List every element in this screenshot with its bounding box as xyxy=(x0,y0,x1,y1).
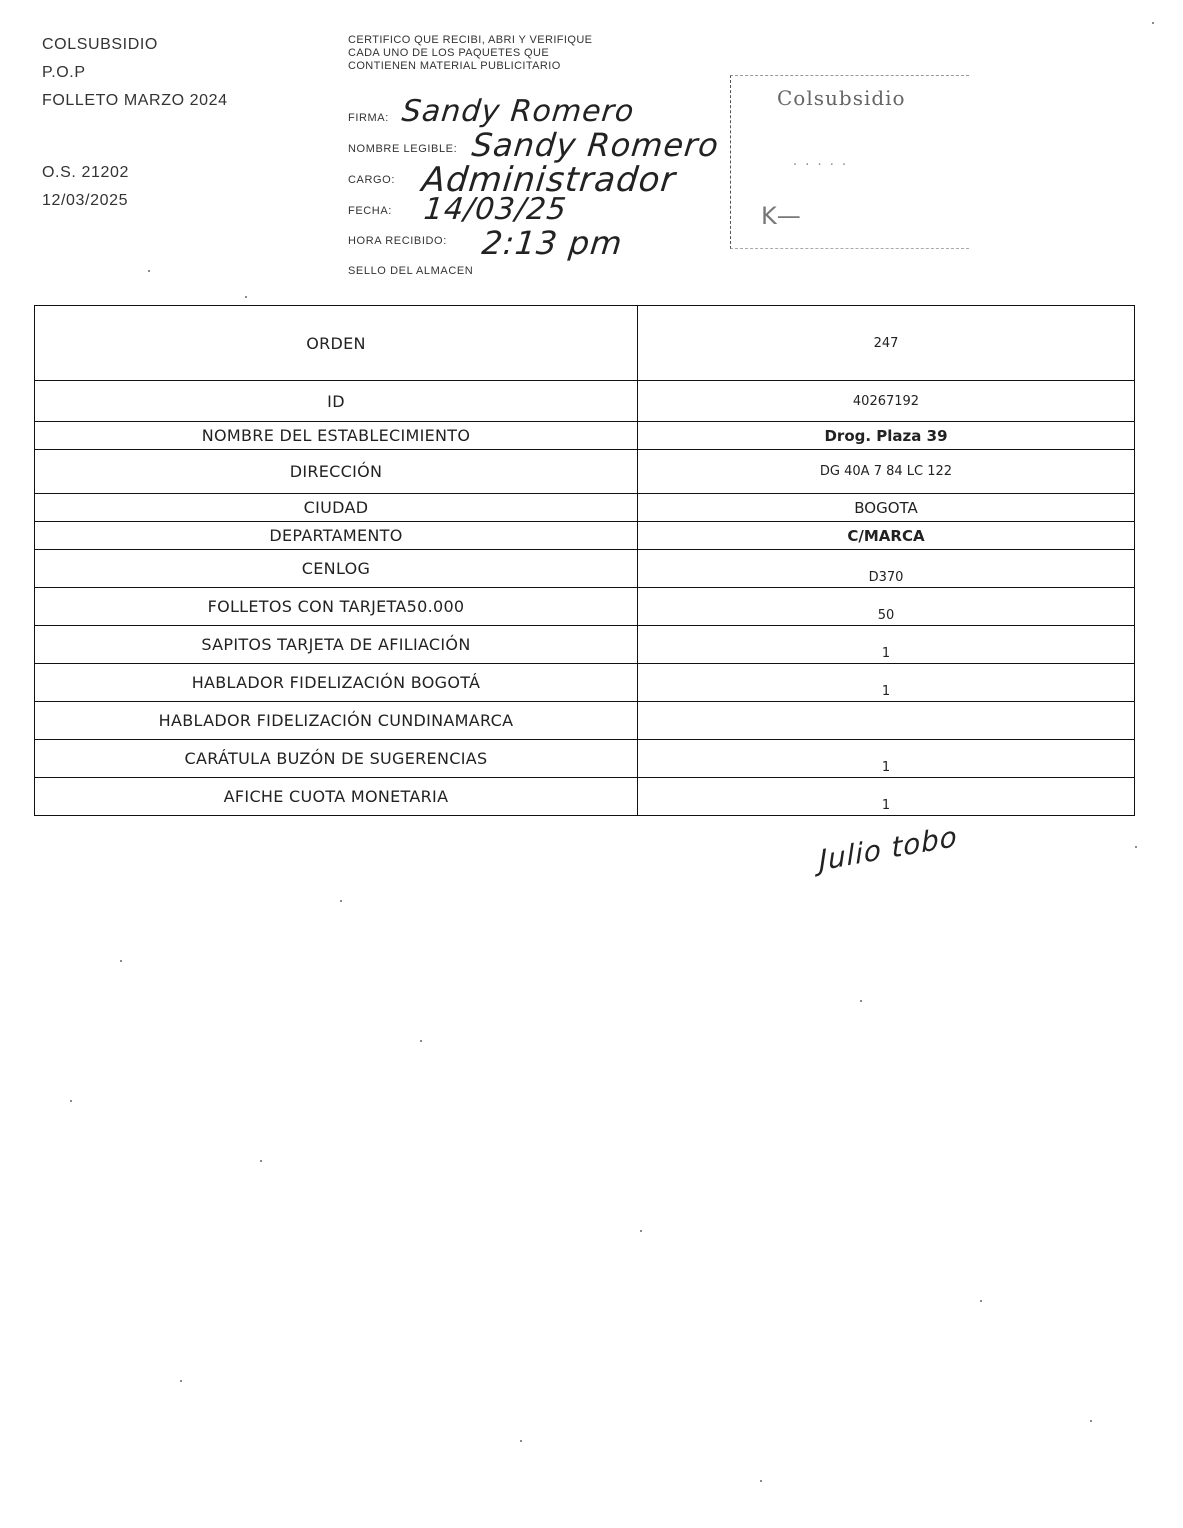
row-value: 1 xyxy=(638,664,1135,702)
scan-speck xyxy=(1152,22,1154,24)
hora-label: HORA RECIBIDO: xyxy=(348,235,447,247)
service-order: O.S. 21202 xyxy=(42,164,129,181)
firma-label: FIRMA: xyxy=(348,112,389,124)
scan-speck xyxy=(120,960,122,962)
table-row xyxy=(35,588,1135,626)
row-value: 40267192 xyxy=(638,381,1135,422)
table-row xyxy=(35,494,1135,522)
row-label: AFICHE CUOTA MONETARIA xyxy=(35,778,638,816)
table-row xyxy=(35,422,1135,450)
row-value: 1 xyxy=(638,626,1135,664)
nombre-label: NOMBRE LEGIBLE: xyxy=(348,143,458,155)
sello-label: SELLO DEL ALMACEN xyxy=(348,265,474,277)
row-value: 1 xyxy=(638,740,1135,778)
row-label: HABLADOR FIDELIZACIÓN BOGOTÁ xyxy=(35,664,638,702)
department: P.O.P xyxy=(42,64,86,81)
scan-speck xyxy=(760,1480,762,1482)
row-label: FOLLETOS CON TARJETA50.000 xyxy=(35,588,638,626)
row-label: ID xyxy=(35,381,638,422)
scan-speck xyxy=(245,296,247,298)
table-row xyxy=(35,522,1135,550)
nombre-handwritten: Sandy Romero xyxy=(470,126,722,164)
table-row xyxy=(35,778,1135,816)
row-label: DIRECCIÓN xyxy=(35,450,638,494)
stamp-title: Colsubsidio xyxy=(777,86,906,110)
table-row xyxy=(35,550,1135,588)
order-table xyxy=(34,305,1135,816)
table-row xyxy=(35,702,1135,740)
row-value: C/MARCA xyxy=(638,522,1135,550)
row-value: 50 xyxy=(638,588,1135,626)
document-date: 12/03/2025 xyxy=(42,192,129,209)
cargo-label: CARGO: xyxy=(348,174,395,186)
row-label: HABLADOR FIDELIZACIÓN CUNDINAMARCA xyxy=(35,702,638,740)
scan-speck xyxy=(420,1040,422,1042)
bottom-signature: Julio tobo xyxy=(818,819,959,878)
scan-speck xyxy=(520,1440,522,1442)
row-value: BOGOTA xyxy=(638,494,1135,522)
scan-speck xyxy=(980,1300,982,1302)
company-name: COLSUBSIDIO xyxy=(42,36,158,53)
scan-speck xyxy=(260,1160,262,1162)
scan-speck xyxy=(70,1100,72,1102)
row-label: ORDEN xyxy=(35,306,638,381)
row-value: Drog. Plaza 39 xyxy=(638,422,1135,450)
firma-handwritten: Sandy Romero xyxy=(400,94,637,129)
table-row xyxy=(35,306,1135,381)
hora-handwritten: 2:13 pm xyxy=(480,224,625,262)
scan-speck xyxy=(640,1230,642,1232)
row-label: DEPARTAMENTO xyxy=(35,522,638,550)
row-label: CIUDAD xyxy=(35,494,638,522)
table-row xyxy=(35,626,1135,664)
row-label: SAPITOS TARJETA DE AFILIACIÓN xyxy=(35,626,638,664)
row-value: D370 xyxy=(638,550,1135,588)
campaign-title: FOLLETO MARZO 2024 xyxy=(42,92,228,109)
certification-text: CERTIFICO QUE RECIBI, ABRI Y VERIFIQUE CADA UNO DE LOS PAQUETES QUE CONTIENEN MATERIAL PUBLICITARIO xyxy=(348,34,593,72)
scan-speck xyxy=(180,1380,182,1382)
stamp-mark: K— xyxy=(761,202,801,230)
row-value: 1 xyxy=(638,778,1135,816)
table-row xyxy=(35,450,1135,494)
table-row xyxy=(35,381,1135,422)
scan-speck xyxy=(860,1000,862,1002)
fecha-handwritten: 14/03/25 xyxy=(422,192,569,227)
row-label: CENLOG xyxy=(35,550,638,588)
scan-speck xyxy=(1090,1420,1092,1422)
row-label: CARÁTULA BUZÓN DE SUGERENCIAS xyxy=(35,740,638,778)
scan-speck xyxy=(1135,846,1137,848)
table-row xyxy=(35,740,1135,778)
row-label: NOMBRE DEL ESTABLECIMIENTO xyxy=(35,422,638,450)
store-stamp xyxy=(730,75,969,249)
row-value xyxy=(638,702,1135,740)
scan-speck xyxy=(340,900,342,902)
row-value: 247 xyxy=(638,306,1135,381)
scan-speck xyxy=(148,270,150,272)
row-value: DG 40A 7 84 LC 122 xyxy=(638,450,1135,494)
cargo-handwritten: Administrador xyxy=(419,160,678,200)
stamp-smudge: · · · · · xyxy=(793,158,849,173)
fecha-label: FECHA: xyxy=(348,205,392,217)
table-row xyxy=(35,664,1135,702)
